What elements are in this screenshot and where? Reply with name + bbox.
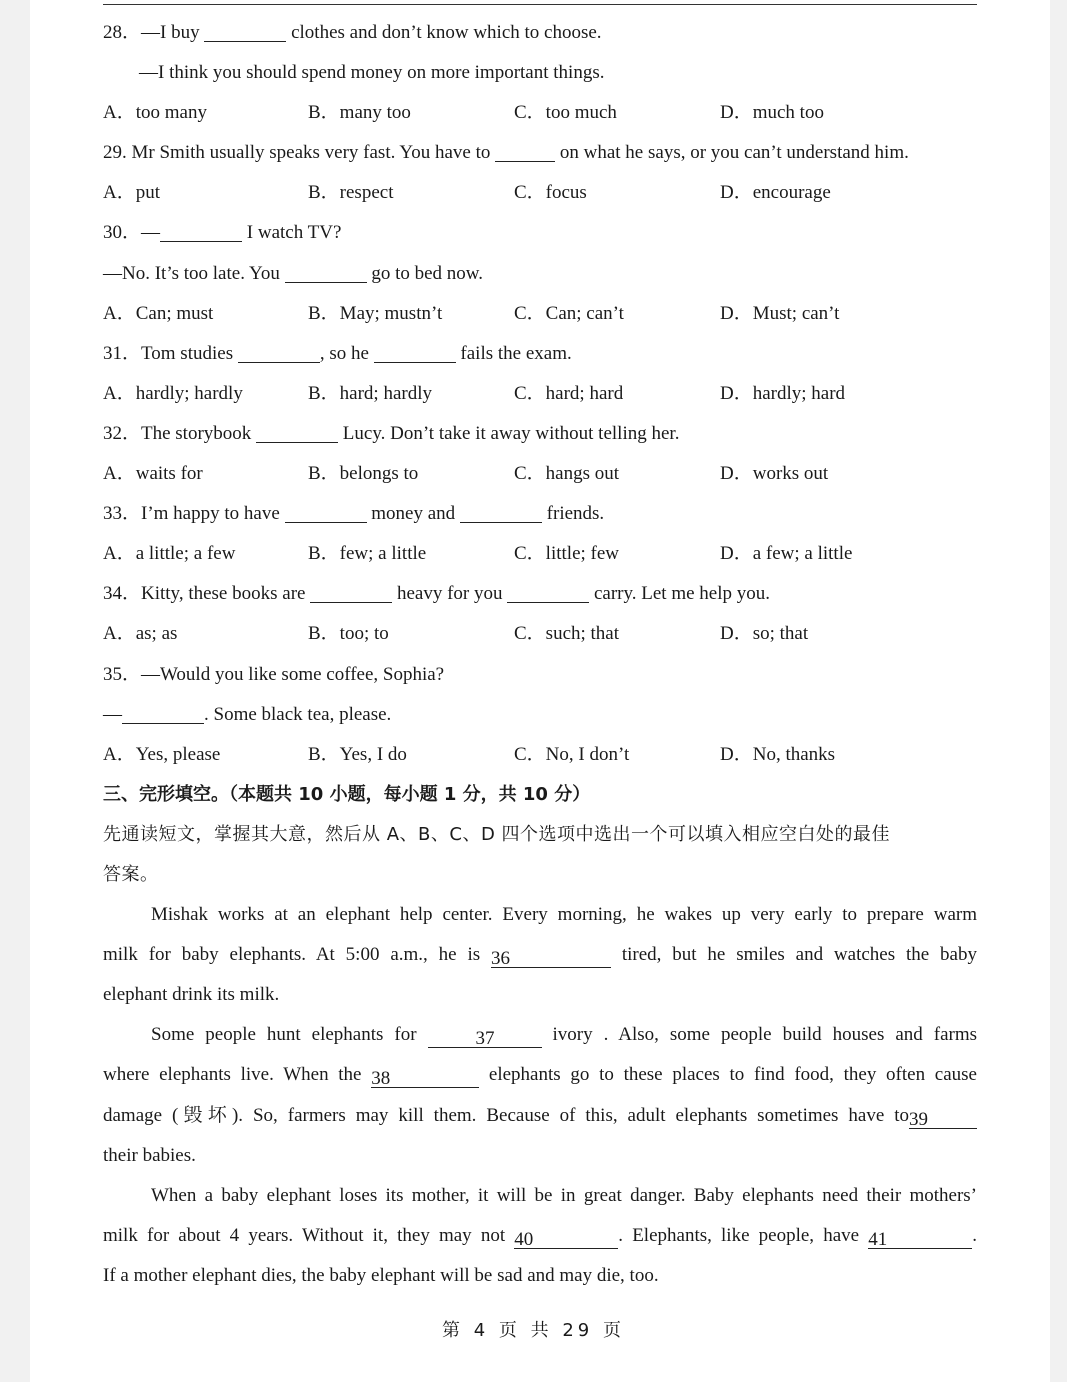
q30-response-text: —No. It’s too late. You: [103, 262, 285, 284]
q33-text: 33．I’m happy to have: [103, 503, 285, 525]
cloze-blank-38: 38: [371, 1067, 479, 1088]
q33-option-b: B．few; a little: [308, 543, 427, 565]
q33-blank-1: [285, 502, 367, 523]
q29-option-a: A．put: [103, 182, 161, 204]
q31-option-d: D．hardly; hard: [720, 382, 846, 404]
cloze-blank-41: 41: [868, 1228, 972, 1249]
q31-blank-2: [374, 342, 456, 363]
q35-response: [103, 695, 977, 735]
q31-blank-1: [238, 342, 320, 363]
q30-response: [103, 254, 977, 294]
q29-options: [103, 173, 977, 213]
passage-p3-line3: If a mother elephant dies, the baby elephant will be sad and may die, too.: [103, 1264, 659, 1286]
q29-text: 29. Mr Smith usually speaks very fast. You have to: [103, 142, 496, 164]
q34-blank-2: [507, 582, 589, 603]
passage-p2-line3: [103, 1096, 977, 1136]
q35-response-dash: —: [103, 703, 122, 725]
passage: [103, 895, 977, 1296]
passage-text: tired, but he smiles and watches the baby: [610, 944, 977, 966]
q33-option-c: C．little; few: [514, 543, 620, 565]
q34-blank-1: [310, 582, 392, 603]
section-heading: 三、完形填空。（本题共 10 小题，每小题 1 分，共 10 分）: [103, 783, 591, 805]
q29-blank: [495, 141, 555, 162]
q33-option-d: D．a few; a little: [720, 543, 853, 565]
q32-option-a: A．waits for: [103, 463, 203, 485]
q32-option-d: D．works out: [720, 463, 829, 485]
q28-stem: [103, 13, 977, 53]
passage-p3-line2: [103, 1216, 977, 1256]
passage-p3-line1: When a baby elephant loses its mother, it will be in great danger. Baby elephants need their mothers’: [151, 1184, 977, 1206]
q33-stem: [103, 494, 977, 534]
q31-options: [103, 374, 977, 414]
q33-blank-2: [460, 502, 542, 523]
q28-option-b: B．many too: [308, 102, 411, 124]
passage-text: Some people hunt elephants for: [151, 1024, 428, 1046]
q35-options: [103, 735, 977, 775]
q30-text-end: I watch TV?: [242, 222, 342, 244]
q34-option-b: B．too; to: [308, 623, 389, 645]
passage-text: milk for about 4 years. Without it, they may not: [103, 1224, 515, 1246]
top-rule: [103, 4, 977, 5]
q28-response: —I think you should spend money on more important things.: [139, 62, 605, 84]
q33-text-end: friends.: [541, 503, 605, 525]
exam-content: [103, 13, 977, 1296]
cloze-blank-39: 39: [909, 1108, 977, 1129]
q35-stem: 35．—Would you like some coffee, Sophia?: [103, 663, 445, 685]
q29-option-d: D．encourage: [720, 182, 831, 204]
q29-stem: [103, 133, 977, 173]
q31-text-mid: , so he: [319, 342, 374, 364]
cloze-blank-40: 40: [514, 1228, 618, 1249]
q30-text: 30．—: [103, 222, 161, 244]
q35-option-d: D．No, thanks: [720, 743, 836, 765]
q29-option-b: B．respect: [308, 182, 394, 204]
q35-option-c: C．No, I don’t: [514, 743, 630, 765]
q34-text: 34．Kitty, these books are: [103, 583, 311, 605]
passage-p1-line1: Mishak works at an elephant help center. Every morning, he wakes up very early to prepare warm: [151, 904, 977, 926]
q28-text-end: clothes and don’t know which to choose.: [286, 22, 602, 43]
q31-option-c: C．hard; hard: [514, 382, 624, 404]
q34-options: [103, 614, 977, 654]
q30-blank-1: [160, 221, 242, 242]
cloze-blank-36: 36: [491, 947, 611, 968]
q35-response-end: . Some black tea, please.: [204, 703, 392, 725]
q34-option-c: C．such; that: [514, 623, 620, 645]
q30-option-d: D．Must; can’t: [720, 302, 840, 324]
page-number: 第 4 页 共 29 页: [442, 1320, 625, 1341]
q30-options: [103, 294, 977, 334]
passage-p2-line4: their babies.: [103, 1144, 196, 1166]
passage-p2-line2: [103, 1055, 977, 1095]
q34-option-a: A．as; as: [103, 623, 178, 645]
q30-response-end: go to bed now.: [366, 262, 484, 284]
q29-text-end: on what he says, or you can’t understand him.: [555, 142, 909, 164]
q34-option-d: D．so; that: [720, 623, 809, 645]
q35-option-b: B．Yes, I do: [308, 743, 407, 765]
q28-text: 28．—I buy: [103, 22, 205, 43]
q30-stem: [103, 213, 977, 253]
q28-blank: [204, 21, 286, 42]
q29-option-c: C．focus: [514, 182, 587, 204]
q34-stem: [103, 574, 977, 614]
q30-blank-2: [285, 262, 367, 283]
q34-text-end: carry. Let me help you.: [589, 583, 771, 605]
q31-stem: [103, 334, 977, 374]
section-instruction-end: 答案。: [103, 863, 159, 885]
section-instruction: 先通读短文，掌握其大意，然后从 A、B、C、D 四个选项中选出一个可以填入相应空白处的最佳: [103, 823, 891, 845]
q32-text-end: Lucy. Don’t take it away without telling her.: [338, 422, 680, 444]
q28-option-a: A．too many: [103, 102, 207, 124]
q31-option-b: B．hard; hardly: [308, 382, 433, 404]
passage-p2-line1: [103, 1015, 977, 1055]
passage-text: milk for baby elephants. At 5:00 a.m., he is: [103, 944, 491, 966]
q28-option-c: C．too much: [514, 102, 617, 124]
q30-option-b: B．May; mustn’t: [308, 302, 443, 324]
passage-text: ivory . Also, some people build houses and farms: [541, 1024, 977, 1046]
passage-text: where elephants live. When the: [103, 1064, 372, 1086]
passage-p1-line3: elephant drink its milk.: [103, 984, 280, 1006]
passage-text: elephants go to these places to find food, they often cause: [479, 1064, 977, 1086]
q31-option-a: A．hardly; hardly: [103, 382, 243, 404]
q31-text: 31．Tom studies: [103, 342, 238, 364]
q30-option-c: C．Can; can’t: [514, 302, 624, 324]
cloze-blank-37: 37: [428, 1027, 542, 1048]
q35-blank: [122, 703, 204, 724]
q33-option-a: A．a little; a few: [103, 543, 236, 565]
passage-text: . Elephants, like people, have: [618, 1224, 869, 1246]
q32-stem: [103, 414, 977, 454]
q32-option-c: C．hangs out: [514, 463, 620, 485]
q32-options: [103, 454, 977, 494]
q28-option-d: D．much too: [720, 102, 824, 124]
passage-text: .: [972, 1224, 977, 1246]
q32-blank: [256, 422, 338, 443]
q34-text-mid: heavy for you: [392, 583, 508, 605]
q33-options: [103, 534, 977, 574]
q31-text-end: fails the exam.: [455, 342, 572, 364]
q28-options: [103, 93, 977, 133]
passage-p1-line2: [103, 935, 977, 975]
passage-text: damage (毁坏). So, farmers may kill them. Because of this, adult elephants sometimes have to: [103, 1104, 909, 1126]
q32-option-b: B．belongs to: [308, 463, 419, 485]
q33-text-mid: money and: [366, 503, 460, 525]
q35-option-a: A．Yes, please: [103, 743, 221, 765]
q30-option-a: A．Can; must: [103, 302, 214, 324]
q32-text: 32．The storybook: [103, 422, 257, 444]
